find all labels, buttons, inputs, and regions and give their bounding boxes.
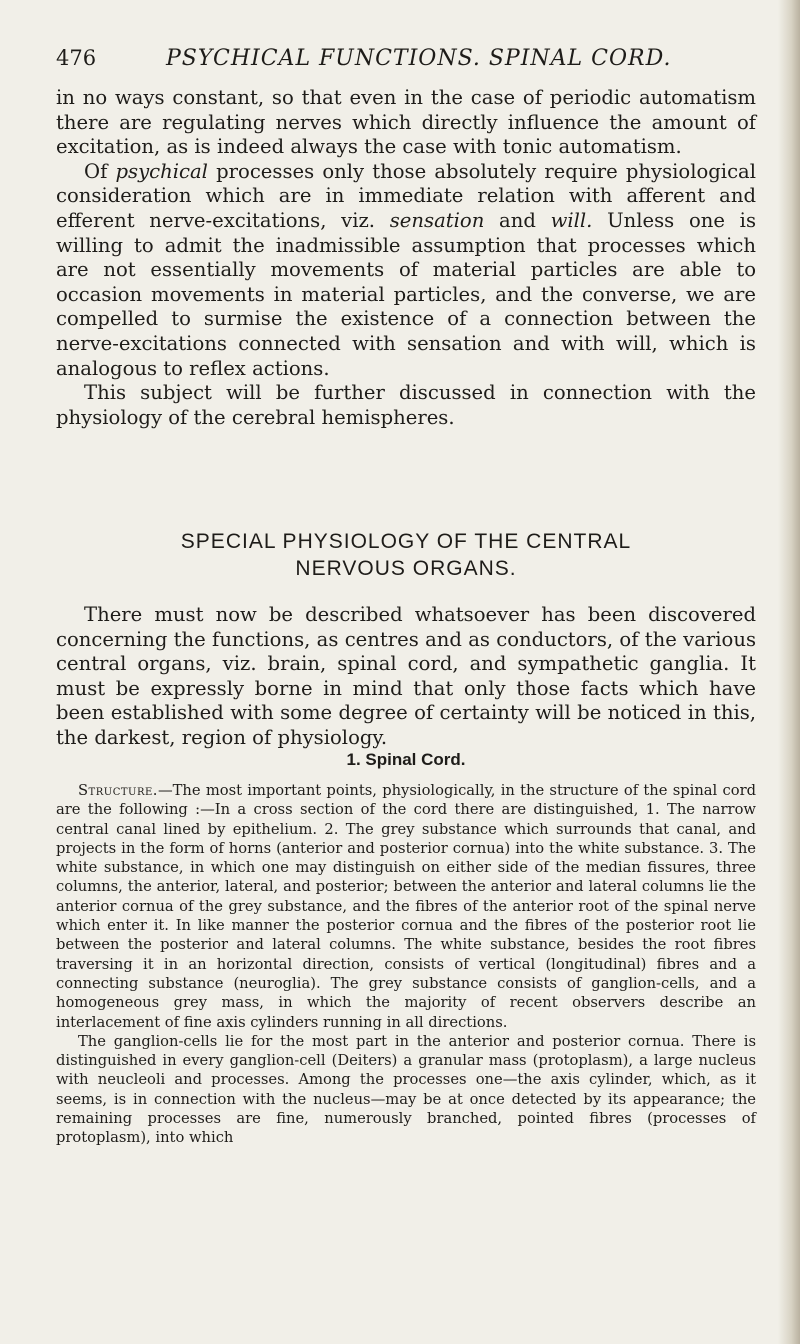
structure-text: —The most important points, physiologically, in the structure of the spinal cord are the following :—In a cross section of the cord there are distinguished, 1. The narrow central canal lined by epithelium. 2. The grey substance which surrounds that canal, and projects in the form of horns (anterior and posterior cornua) into the white substance. 3. The white substance, in which one may distinguish on either side of the median fissures, three columns, the anterior, lateral, and posterior; between the anterior and lateral columns lie the anterior cornua of the grey substance, and the fibres of the anterior root of the spinal nerve which enter it. In like manner the posterior cornua and the fibres of the posterior root lie between the posterior and lateral columns. The white substance, besides the root fibres traversing it in an horizontal direction, consists of vertical (longitudinal) fibres and a connecting substance (neuroglia). The grey substance consists of ganglion-cells, and a homogeneous grey mass, in which the majority of recent observers describe an interlacement of fine axis cylinders running in all directions. (56, 782, 756, 1031)
page-header (56, 46, 756, 76)
running-head: PSYCHICAL FUNCTIONS. SPINAL CORD. (166, 46, 672, 71)
paragraph-psychical (56, 160, 756, 381)
section-heading-line2: NERVOUS ORGANS. (295, 557, 517, 580)
structure-paragraph (56, 781, 756, 1032)
term-will: will. (550, 208, 593, 232)
page-edge-shadow (778, 0, 800, 1344)
ganglion-paragraph: The ganglion-cells lie for the most part in the anterior and posterior cornua. There is distinguished in every ganglion-cell (Deiters) a granular mass (protoplasm), a large nucleus with neucleoli and processes. Among the processes one—the axis cylinder, which, as it seems, is in connection with the nucleus—may be at once detected by its appearance; the remaining processes are fine, numerously branched, pointed fibres (processes of protoplasm), into which (56, 1032, 756, 1147)
term-psychical: psychical (115, 159, 208, 183)
section-intro-paragraph: There must now be described whatsoever has been discovered concerning the functions, as centres and as conductors, of the various central organs, viz. brain, spinal cord, and sympathetic ganglia. It must be expressly borne in mind that only those facts which have been established with some degree of certainty will be noticed in this, the darkest, region of physiology. (56, 603, 756, 749)
term-sensation: sensation (389, 208, 485, 232)
p2-text-g: Unless one is willing to admit the inadmissible assumption that processes which are not essentially movements of material particles are able to occasion movements in material particles, and the converse, we are compelled to surmise the existence of a connection between the nerve-excitations connected with sensation and with will, which is analogous to reflex actions. (56, 208, 756, 380)
structure-label: Structure. (78, 782, 158, 799)
p2-text-a: Of (84, 159, 116, 183)
section-heading-line1: SPECIAL PHYSIOLOGY OF THE CENTRAL (180, 530, 632, 553)
section-heading (56, 528, 756, 582)
page-number: 476 (56, 46, 97, 70)
p2-text-e: and (484, 208, 551, 232)
section-intro (56, 603, 756, 751)
small-print-text (56, 781, 756, 1148)
opening-text (56, 86, 756, 430)
paragraph-subject: This subject will be further discussed in connection with the physiology of the cerebral hemispheres. (56, 381, 756, 429)
paragraph-continuation: in no ways constant, so that even in the case of periodic automatism there are regulating nerves which directly influence the amount of excitation, as is indeed always the case with tonic automatism. (56, 86, 756, 159)
p2-text-c: processes only those absolutely require physiological consideration which are in immediate relation with afferent and efferent nerve-excitations, viz. (56, 159, 756, 232)
subsection-heading: 1. Spinal Cord. (346, 750, 466, 769)
